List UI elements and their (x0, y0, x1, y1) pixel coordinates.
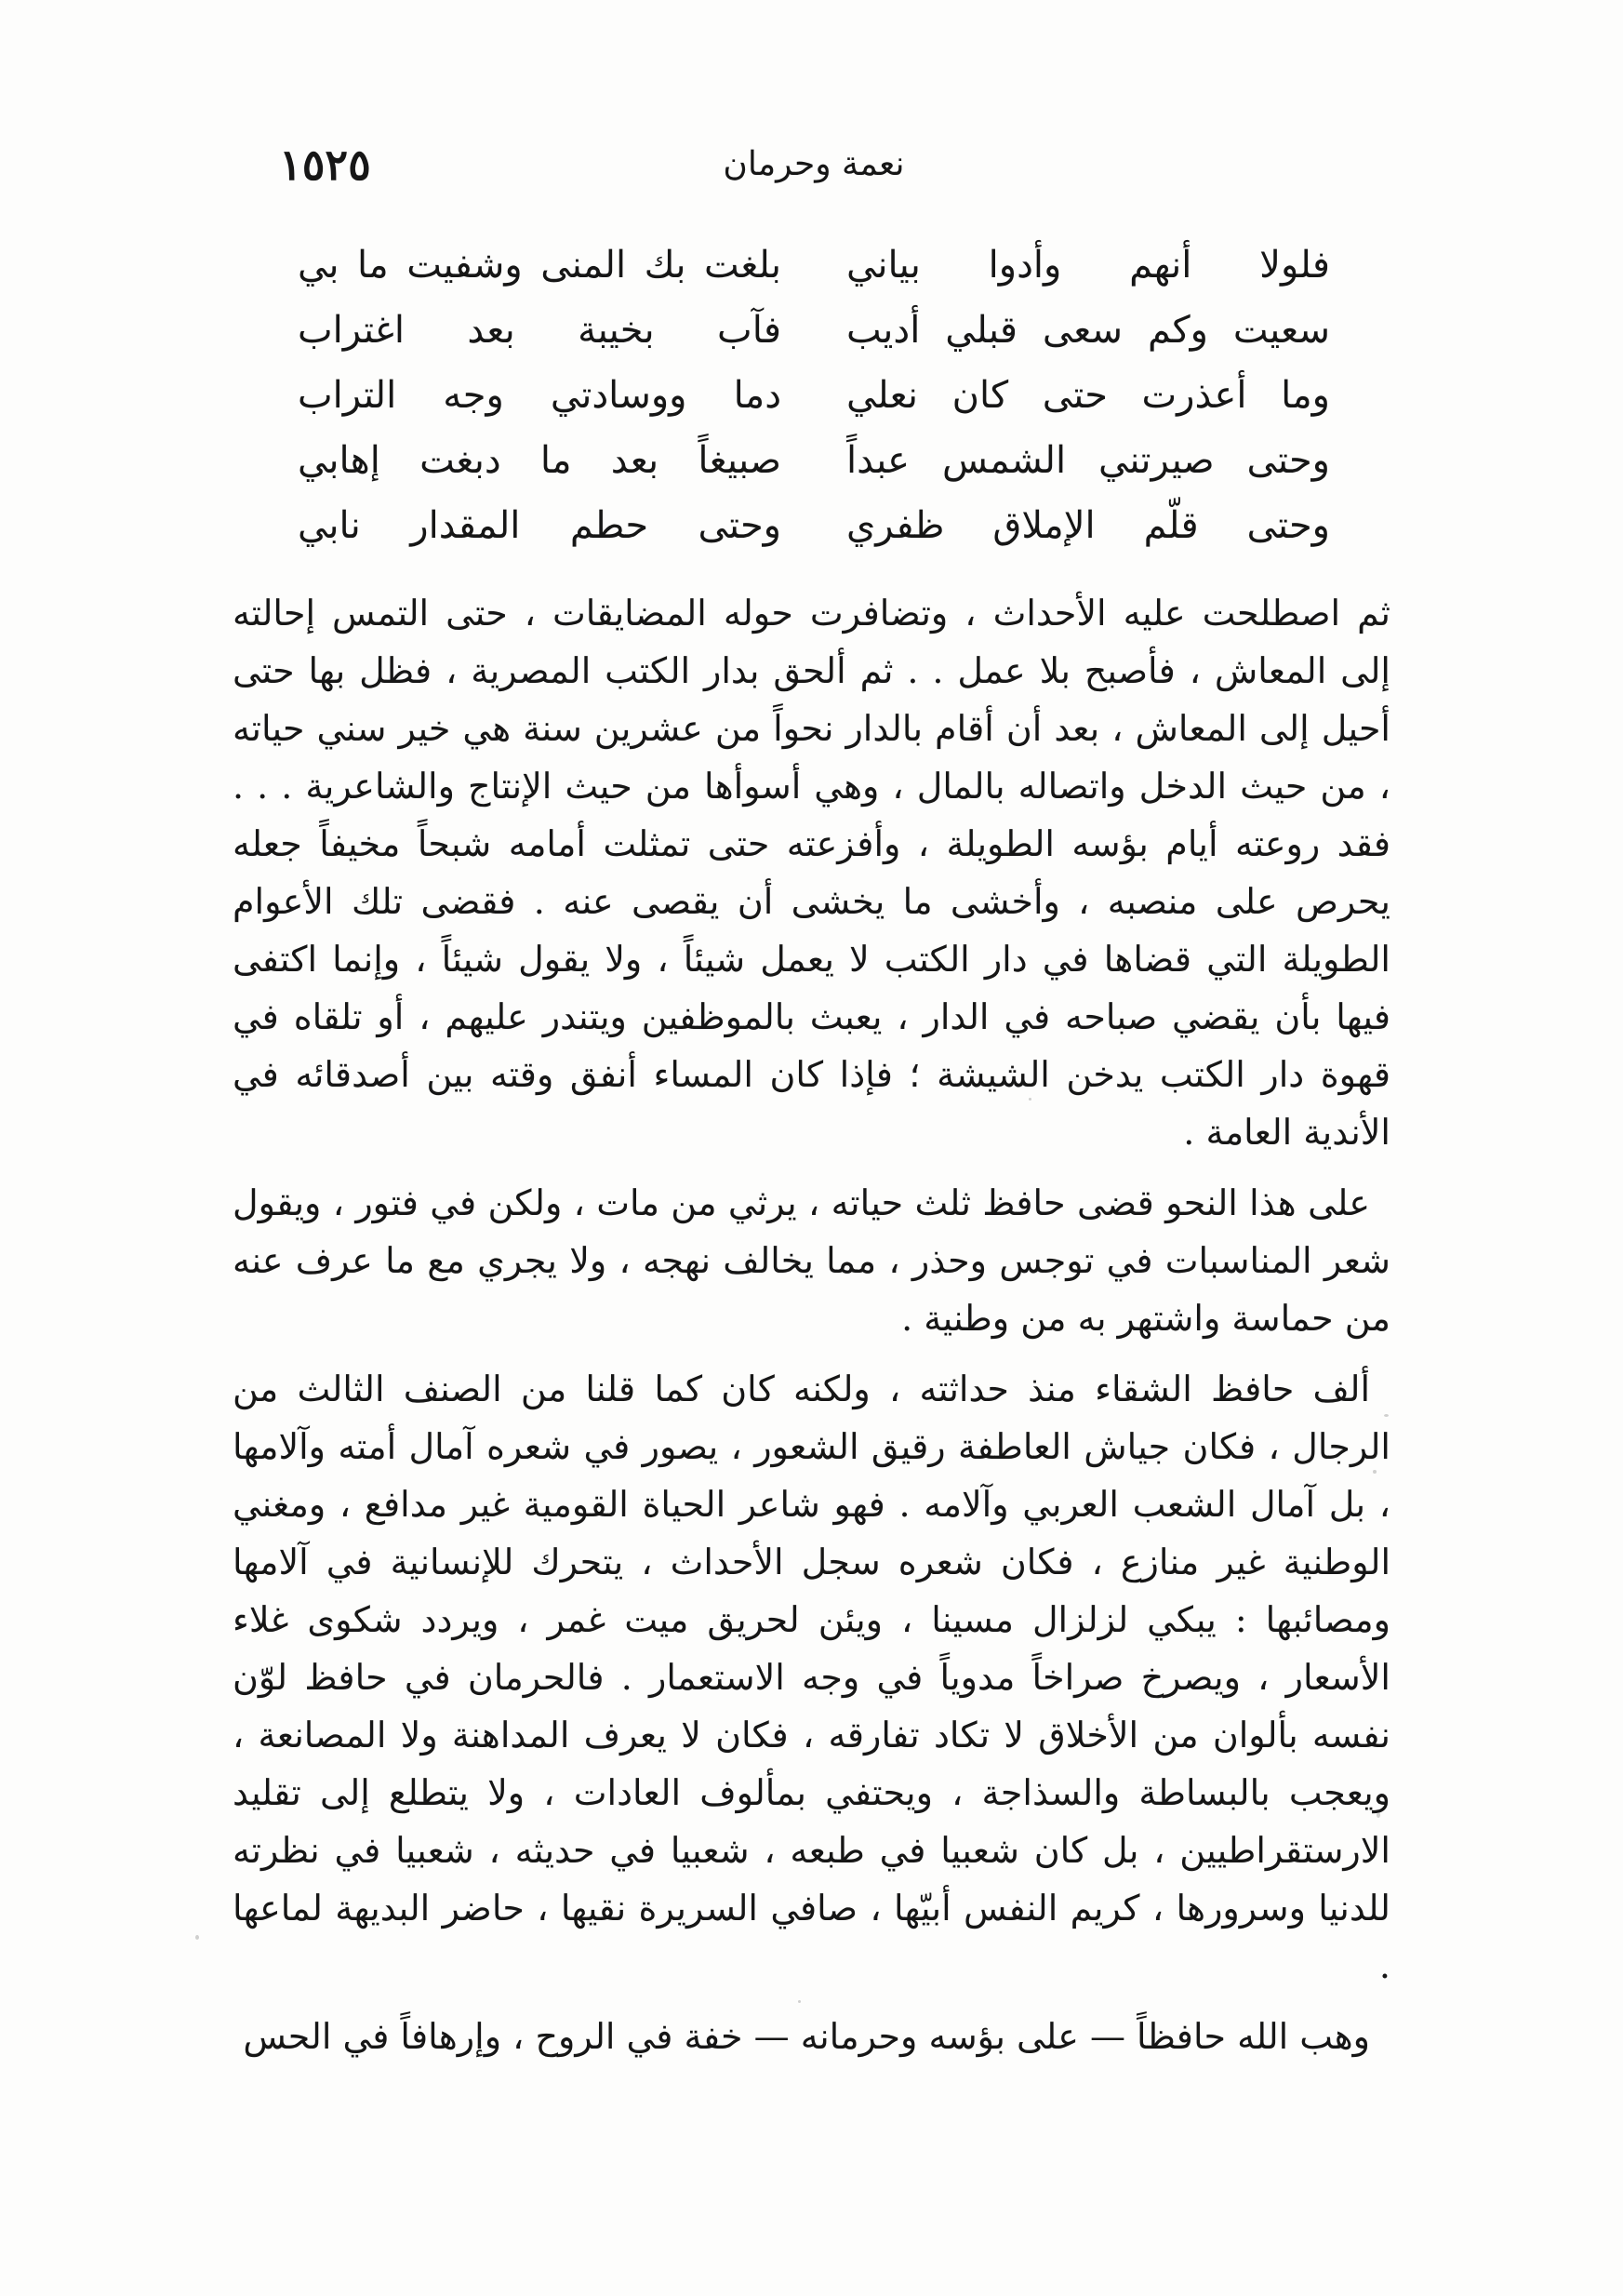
verse-first-half: سعيت وكم سعى قبلي أديب (846, 309, 1330, 352)
scan-speck (195, 1935, 199, 1940)
verse-second-half: صبيغاً بعد ما دبغت إهابي (298, 439, 781, 482)
scan-speck (1384, 1414, 1389, 1417)
page-number: ١٥٢٥ (279, 140, 371, 190)
paragraph: ألف حافظ الشقاء منذ حداثته ، ولكنه كان كما قلنا من الصنف الثالث من الرجال ، فكان جياش العاطفة رقيق الشعور ، يصور في شعره آمال أمته وآلامها ، بل آمال الشعب العربي وآلامه . فهو شاعر الحياة القومية غير مدافع ، ومغني الوطنية غير منازع ، فكان شعره سجل الأحداث ، يتحرك للإنسانية في آلامها ومصائبها : يبكي لزلزال مسينا ، ويئن لحريق ميت غمر ، ويردد شكوى غلاء الأسعار ، ويصرخ صراخاً مدوياً في وجه الاستعمار . فالحرمان في حافظ لوّن نفسه بألوان من الأخلاق لا تكاد تفارقه ، فكان لا يعرف المداهنة ولا المصانعة ، ويعجب بالبساطة والسذاجة ، ويحتفي بمألوف العادات ، ولا يتطلع إلى تقليد الارستقراطيين ، بل كان شعبيا في طبعه ، شعبيا في حديثه ، شعبيا في نظرته للدنيا وسرورها ، كريم النفس أبيّها ، صافي السريرة نقيها ، حاضر البديهة لماعها . (233, 1368, 1390, 1986)
scan-speck (1029, 1098, 1031, 1101)
scan-speck (1377, 1812, 1380, 1818)
verse-second-half: دما ووسادتي وجه التراب (298, 374, 781, 417)
verse-first-half: وما أعذرت حتى كان نعلي (846, 374, 1330, 417)
page-header (279, 140, 1349, 205)
paragraph: وهب الله حافظاً — على بؤسه وحرمانه — خفة في الروح ، وإرهافاً في الحس (243, 2016, 1370, 2057)
paragraph: على هذا النحو قضى حافظ ثلث حياته ، يرثي من مات ، ولكن في فتور ، ويقول شعر المناسبات في توجس وحذر ، مما يخالف نهجه ، ولا يجري مع ما عرف عنه من حماسة واشتهر به من وطنية . (233, 1182, 1390, 1339)
poem (298, 233, 1330, 558)
body-text (233, 584, 1390, 2065)
scan-speck (798, 2000, 801, 2003)
paragraph: ثم اصطلحت عليه الأحداث ، وتضافرت حوله المضايقات ، حتى التمس إحالته إلى المعاش ، فأصبح بلا عمل . . ثم ألحق بدار الكتب المصرية ، فظل بها حتى أحيل إلى المعاش ، بعد أن أقام بالدار نحواً من عشرين سنة هي خير سني حياته ، من حيث الدخل واتصاله بالمال ، وهي أسوأها من حيث الإنتاج والشاعرية . . . فقد روعته أيام بؤسه الطويلة ، وأفزعته حتى تمثلت أمامه شبحاً مخيفاً جعله يحرص على منصبه ، وأخشى ما يخشى أن يقصى عنه . فقضى تلك الأعوام الطويلة التي قضاها في دار الكتب لا يعمل شيئاً ، ولا يقول شيئاً ، وإنما اكتفى فيها بأن يقضي صباحه في الدار ، يعبث بالموظفين ويتندر عليهم ، أو تلقاه في قهوة دار الكتب يدخن الشيشة ؛ فإذا كان المساء أنفق وقته بين أصدقائه في الأندية العامة . (233, 593, 1390, 1153)
poem-verse (298, 298, 1330, 363)
verse-second-half: بلغت بك المنى وشفيت ما بي (298, 244, 781, 287)
poem-verse (298, 493, 1330, 558)
verse-first-half: وحتى صيرتني الشمس عبداً (846, 439, 1330, 482)
poem-verse (298, 363, 1330, 428)
verse-first-half: فلولا أنهم وأدوا بياني (846, 244, 1330, 287)
poem-verse (298, 428, 1330, 493)
scan-speck (1373, 1470, 1377, 1474)
running-title: نعمة وحرمان (723, 145, 905, 183)
verse-second-half: وحتى حطم المقدار نابي (298, 504, 781, 547)
verse-second-half: فآب بخيبة بعد اغتراب (298, 309, 781, 352)
poem-verse (298, 233, 1330, 298)
verse-first-half: وحتى قلّم الإملاق ظفري (846, 504, 1330, 547)
